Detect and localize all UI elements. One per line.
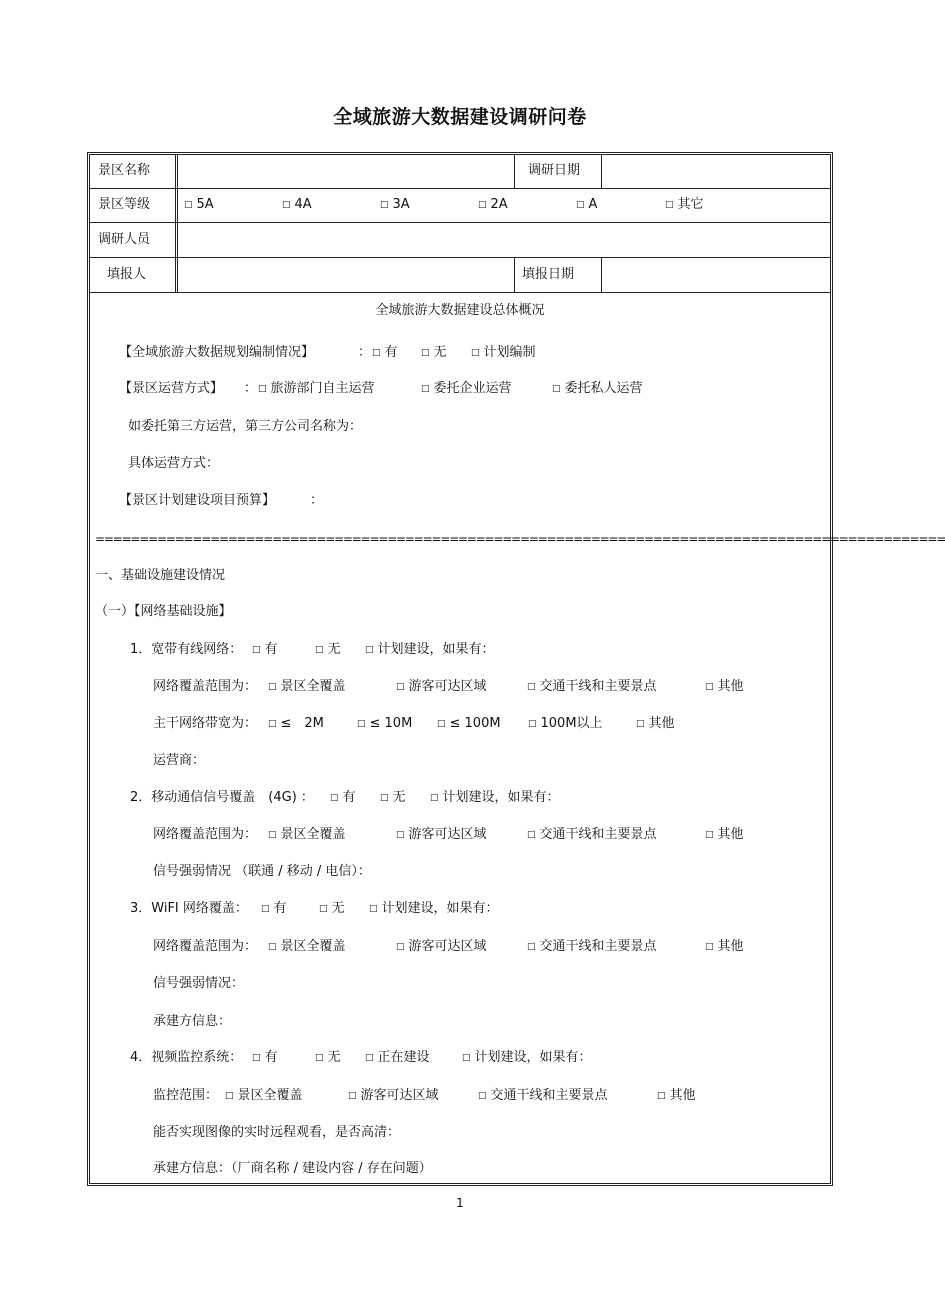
checkbox-icon: □	[357, 719, 366, 729]
plan-option-no[interactable]: □ 无	[421, 345, 447, 360]
q2-signal: 信号强弱情况 （联通 / 移动 / 电信）：	[153, 864, 371, 879]
q1-bandwidth-label: 主干网络带宽为：	[153, 716, 258, 731]
scenic-name-field[interactable]	[179, 156, 512, 186]
level-option-2a[interactable]: □ 2A	[478, 197, 508, 212]
checkbox-icon: □	[261, 904, 270, 914]
q3-option-no[interactable]: □ 无	[319, 901, 345, 916]
surveyor-label: 调研人员	[98, 232, 151, 247]
checkbox-icon: □	[527, 830, 536, 840]
checkbox-icon: □	[705, 942, 714, 952]
operation-colon: ：	[244, 381, 258, 396]
checkbox-icon: □	[268, 830, 277, 840]
q3-label: 3．WiFI 网络覆盖：	[130, 901, 248, 916]
q2-coverage-main-roads[interactable]: □ 交通干线和主要景点	[527, 827, 657, 842]
q4-range-other[interactable]: □ 其他	[657, 1088, 696, 1103]
checkbox-icon: □	[365, 1053, 374, 1063]
q3-signal: 信号强弱情况：	[153, 976, 245, 991]
q3-coverage-visitor[interactable]: □ 游客可达区域	[396, 939, 487, 954]
q2-option-planned[interactable]: □ 计划建设，如果有：	[430, 790, 560, 805]
q2-coverage-other[interactable]: □ 其他	[705, 827, 744, 842]
scenic-name-label: 景区名称	[98, 163, 151, 178]
q1-operator: 运营商：	[153, 753, 206, 768]
q3-coverage-other[interactable]: □ 其他	[705, 939, 744, 954]
q1-bandwidth-100m[interactable]: □ ≤ 100M	[437, 716, 501, 731]
q4-range-full[interactable]: □ 景区全覆盖	[225, 1088, 303, 1103]
level-option-3a[interactable]: □ 3A	[380, 197, 410, 212]
checkbox-icon: □	[396, 682, 405, 692]
third-party-question: 如委托第三方运营，第三方公司名称为：	[128, 419, 363, 434]
checkbox-icon: □	[576, 200, 585, 210]
operation-option-private[interactable]: □ 委托私人运营	[552, 381, 643, 396]
checkbox-icon: □	[527, 942, 536, 952]
checkbox-icon: □	[372, 348, 381, 358]
q2-label: 2．移动通信信号覆盖 (4G) ：	[130, 790, 314, 805]
q3-option-planned[interactable]: □ 计划建设，如果有：	[369, 901, 499, 916]
overview-heading: 全域旅游大数据建设总体概况	[375, 303, 545, 318]
q4-label: 4．视频监控系统：	[130, 1050, 243, 1065]
checkbox-icon: □	[315, 645, 324, 655]
checkbox-icon: □	[184, 200, 193, 210]
checkbox-icon: □	[552, 384, 561, 394]
q3-option-yes[interactable]: □ 有	[261, 901, 287, 916]
q1-bandwidth-2m[interactable]: □ ≤ 2M	[268, 716, 324, 731]
q4-range-label: 监控范围：	[153, 1088, 219, 1103]
q1-option-no[interactable]: □ 无	[315, 642, 341, 657]
q1-bandwidth-other[interactable]: □ 其他	[636, 716, 675, 731]
checkbox-icon: □	[330, 793, 339, 803]
scenic-level-label: 景区等级	[98, 197, 151, 212]
q4-range-visitor[interactable]: □ 游客可达区域	[348, 1088, 439, 1103]
page-number: 1	[456, 1196, 464, 1210]
q2-coverage-visitor[interactable]: □ 游客可达区域	[396, 827, 487, 842]
q1-coverage-visitor[interactable]: □ 游客可达区域	[396, 679, 487, 694]
checkbox-icon: □	[478, 1091, 487, 1101]
checkbox-icon: □	[268, 942, 277, 952]
checkbox-icon: □	[396, 942, 405, 952]
checkbox-icon: □	[528, 719, 537, 729]
plan-option-planned[interactable]: □ 计划编制	[471, 345, 536, 360]
q2-option-yes[interactable]: □ 有	[330, 790, 356, 805]
section-separator: ================================================================================================	[95, 532, 945, 546]
q1-bandwidth-over-100m[interactable]: □ 100M以上	[528, 716, 603, 731]
level-option-5a[interactable]: □ 5A	[184, 197, 214, 212]
q4-option-no[interactable]: □ 无	[315, 1050, 341, 1065]
checkbox-icon: □	[478, 200, 487, 210]
q4-option-planned[interactable]: □ 计划建设，如果有：	[462, 1050, 592, 1065]
filler-field[interactable]	[179, 259, 512, 290]
q3-coverage-main-roads[interactable]: □ 交通干线和主要景点	[527, 939, 657, 954]
plan-colon: ：	[358, 345, 372, 360]
checkbox-icon: □	[252, 645, 261, 655]
q1-coverage-other[interactable]: □ 其他	[705, 679, 744, 694]
q4-option-yes[interactable]: □ 有	[252, 1050, 278, 1065]
checkbox-icon: □	[282, 200, 291, 210]
checkbox-icon: □	[421, 348, 430, 358]
operation-option-enterprise[interactable]: □ 委托企业运营	[421, 381, 512, 396]
specific-method-question: 具体运营方式：	[128, 456, 220, 471]
checkbox-icon: □	[348, 1091, 357, 1101]
checkbox-icon: □	[665, 200, 674, 210]
q1-option-planned[interactable]: □ 计划建设，如果有：	[365, 642, 495, 657]
checkbox-icon: □	[421, 384, 430, 394]
budget-label: 【景区计划建设项目预算】	[119, 493, 276, 508]
checkbox-icon: □	[365, 645, 374, 655]
filler-label: 填报人	[107, 267, 147, 282]
checkbox-icon: □	[252, 1053, 261, 1063]
checkbox-icon: □	[380, 793, 389, 803]
level-option-a[interactable]: □ A	[576, 197, 598, 212]
checkbox-icon: □	[315, 1053, 324, 1063]
q2-coverage-label: 网络覆盖范围为：	[153, 827, 258, 842]
network-subheading: （一）【网络基础设施】	[95, 604, 232, 619]
section1-heading: 一、基础设施建设情况	[95, 568, 226, 583]
q1-coverage-label: 网络覆盖范围为：	[153, 679, 258, 694]
q2-coverage-full[interactable]: □ 景区全覆盖	[268, 827, 346, 842]
q3-coverage-full[interactable]: □ 景区全覆盖	[268, 939, 346, 954]
checkbox-icon: □	[705, 682, 714, 692]
level-option-other[interactable]: □ 其它	[665, 197, 704, 212]
checkbox-icon: □	[268, 719, 277, 729]
page-title: 全域旅游大数据建设调研问卷	[333, 106, 587, 128]
q4-option-building[interactable]: □ 正在建设	[365, 1050, 430, 1065]
checkbox-icon: □	[471, 348, 480, 358]
level-option-4a[interactable]: □ 4A	[282, 197, 312, 212]
q4-builder: 承建方信息：（厂商名称 / 建设内容 / 存在问题）	[153, 1161, 432, 1176]
operation-option-self[interactable]: □ 旅游部门自主运营	[258, 381, 375, 396]
operation-label: 【景区运营方式】	[119, 381, 224, 396]
q1-bandwidth-10m[interactable]: □ ≤ 10M	[357, 716, 413, 731]
checkbox-icon: □	[527, 682, 536, 692]
q1-label: 1．宽带有线网络：	[130, 642, 243, 657]
q1-coverage-main-roads[interactable]: □ 交通干线和主要景点	[527, 679, 657, 694]
q1-coverage-full[interactable]: □ 景区全覆盖	[268, 679, 346, 694]
checkbox-icon: □	[319, 904, 328, 914]
checkbox-icon: □	[258, 384, 267, 394]
checkbox-icon: □	[705, 830, 714, 840]
survey-date-label: 调研日期	[528, 163, 581, 178]
q3-builder: 承建方信息：	[153, 1014, 232, 1029]
fill-date-field[interactable]	[604, 259, 828, 290]
checkbox-icon: □	[657, 1091, 666, 1101]
checkbox-icon: □	[437, 719, 446, 729]
checkbox-icon: □	[636, 719, 645, 729]
plan-label: 【全域旅游大数据规划编制情况】	[119, 345, 315, 360]
q4-remote: 能否实现图像的实时远程观看，是否高清：	[153, 1125, 401, 1140]
q3-coverage-label: 网络覆盖范围为：	[153, 939, 258, 954]
q1-option-yes[interactable]: □ 有	[252, 642, 278, 657]
plan-option-yes[interactable]: □ 有	[372, 345, 398, 360]
surveyor-field[interactable]	[179, 224, 828, 255]
checkbox-icon: □	[396, 830, 405, 840]
checkbox-icon: □	[430, 793, 439, 803]
q4-range-main-roads[interactable]: □ 交通干线和主要景点	[478, 1088, 608, 1103]
checkbox-icon: □	[380, 200, 389, 210]
fill-date-label: 填报日期	[522, 267, 575, 282]
checkbox-icon: □	[268, 682, 277, 692]
checkbox-icon: □	[462, 1053, 471, 1063]
q2-option-no[interactable]: □ 无	[380, 790, 406, 805]
budget-colon: ：	[310, 493, 324, 508]
survey-date-field[interactable]	[604, 156, 828, 186]
checkbox-icon: □	[369, 904, 378, 914]
checkbox-icon: □	[225, 1091, 234, 1101]
